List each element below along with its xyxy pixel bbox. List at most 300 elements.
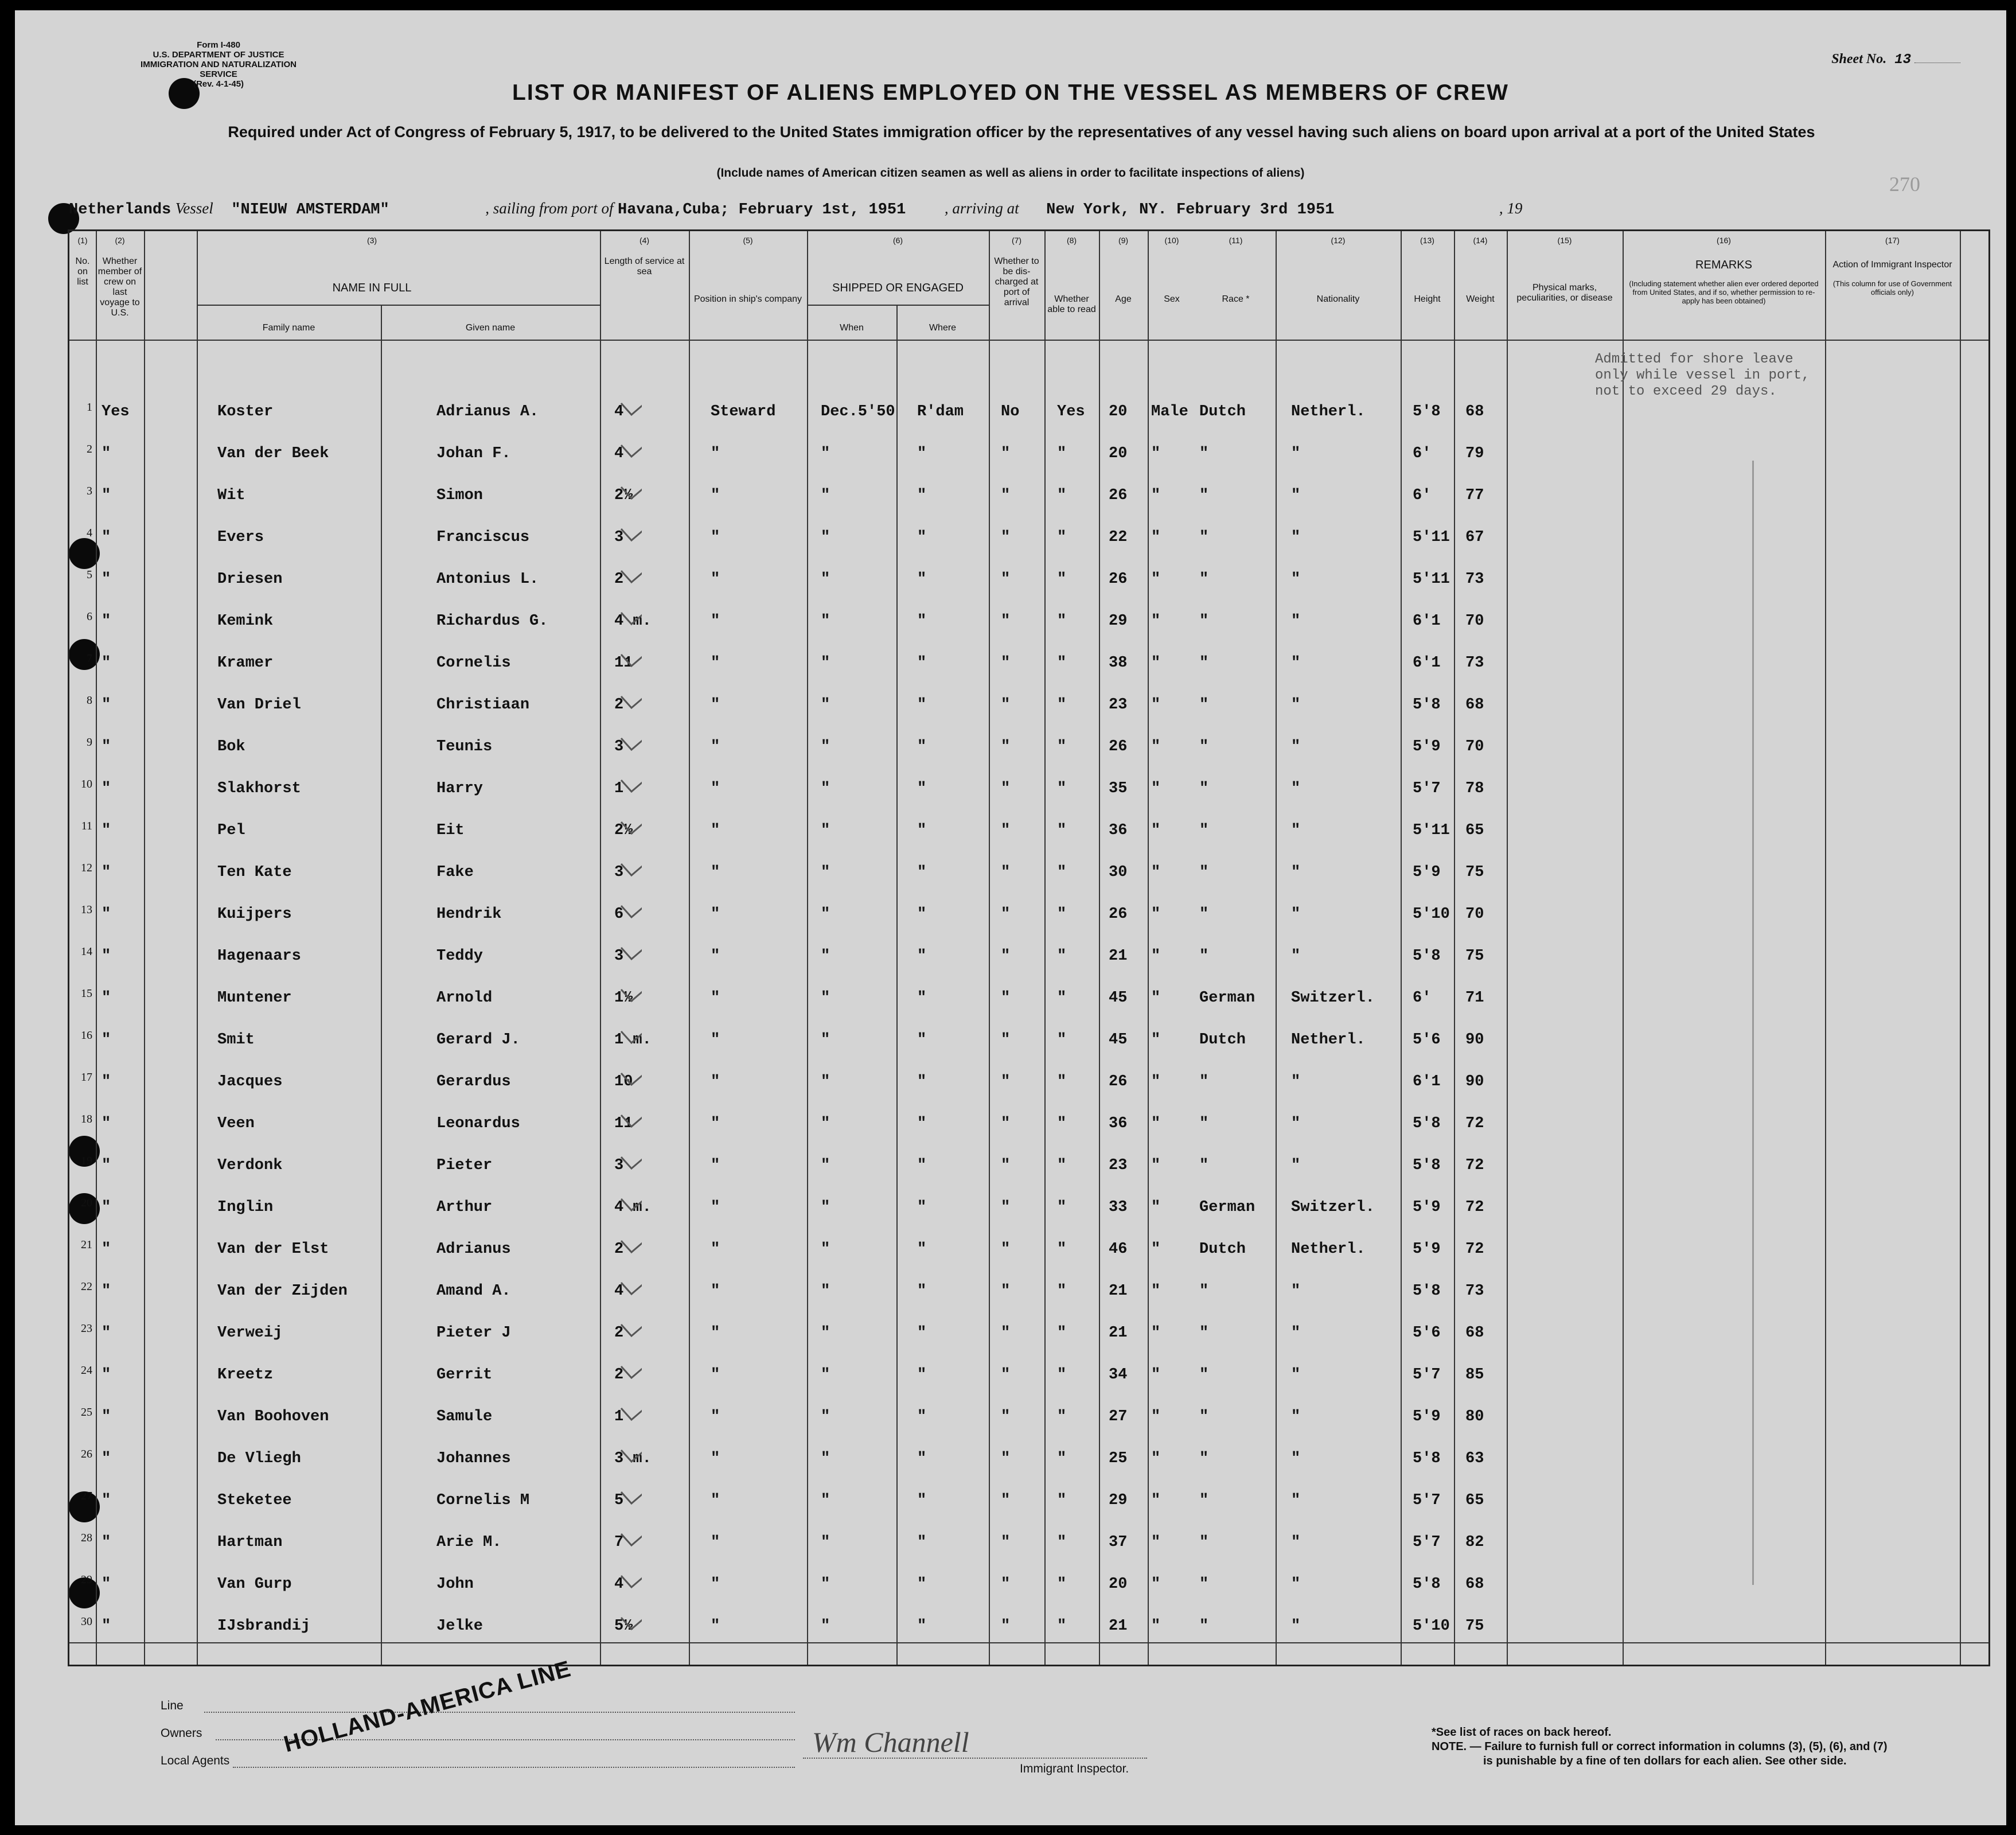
check-mark: [619, 1174, 642, 1214]
cell-crew: ": [102, 1073, 111, 1090]
row-number: 14: [81, 945, 92, 958]
cell-nat: Netherl.: [1291, 1031, 1366, 1049]
cell-weight: 72: [1465, 1199, 1484, 1216]
row-number: 7: [87, 652, 92, 665]
check-mark: [619, 629, 642, 669]
cell-given: Pieter: [436, 1157, 493, 1174]
cell-height: 6': [1413, 445, 1432, 462]
cell-age: 27: [1109, 1408, 1128, 1425]
column-header: Position in ship's company: [693, 294, 802, 304]
column-number: (2): [115, 236, 125, 245]
cell-height: 5'10: [1413, 1618, 1450, 1635]
cell-family: Wit: [217, 487, 245, 504]
row-number: 11: [81, 820, 92, 832]
cell-given: Franciscus: [436, 529, 530, 546]
cell-crew: ": [102, 571, 111, 588]
cell-read: ": [1057, 654, 1067, 672]
cell-crew: ": [102, 696, 111, 714]
row-number: 24: [81, 1364, 92, 1377]
cell-crew: ": [102, 864, 111, 881]
cell-service: 10: [614, 1073, 633, 1090]
cell-crew: ": [102, 1283, 111, 1300]
cell-crew: ": [102, 948, 111, 965]
cell-weight: 67: [1465, 529, 1484, 546]
cell-when: ": [821, 1283, 830, 1300]
cell-weight: 68: [1465, 696, 1484, 714]
cell-service: 2½: [614, 822, 633, 839]
check-mark: [619, 546, 642, 586]
cell-where: ": [917, 1115, 927, 1132]
column-number: (1): [77, 236, 88, 245]
cell-weight: 79: [1465, 445, 1484, 462]
cell-sex: ": [1151, 571, 1161, 588]
cell-race: ": [1199, 738, 1209, 755]
cell-family: Driesen: [217, 571, 283, 588]
cell-given: Harry: [436, 780, 483, 797]
cell-where: ": [917, 864, 927, 881]
cell-read: ": [1057, 571, 1067, 588]
cell-when: ": [821, 1324, 830, 1342]
check-mark: [619, 1592, 642, 1633]
cell-sex: Male: [1151, 403, 1188, 420]
column-header: Action of Immigrant Inspector: [1832, 260, 1952, 270]
cell-when: ": [821, 864, 830, 881]
row-number: 13: [81, 903, 92, 916]
cell-given: Pieter J: [436, 1324, 511, 1342]
column-number: (5): [743, 236, 753, 245]
cell-disch: ": [1001, 654, 1011, 672]
cell-where: ": [917, 445, 927, 462]
cell-nat: Switzerl.: [1291, 1199, 1375, 1216]
cell-given: Johan F.: [436, 445, 511, 462]
cell-given: Fake: [436, 864, 474, 881]
cell-disch: ": [1001, 1576, 1011, 1593]
cell-disch: ": [1001, 822, 1011, 839]
cell-height: 5'9: [1413, 864, 1441, 881]
cell-sex: ": [1151, 906, 1161, 923]
row-number: 26: [81, 1448, 92, 1460]
cell-disch: ": [1001, 529, 1011, 546]
cell-age: 30: [1109, 864, 1128, 881]
cell-race: ": [1199, 487, 1209, 504]
cell-height: 6': [1413, 487, 1432, 504]
cell-race: German: [1199, 1199, 1255, 1216]
cell-sex: ": [1151, 822, 1161, 839]
check-mark: [619, 1090, 642, 1130]
cell-family: De Vliegh: [217, 1450, 301, 1467]
cell-sex: ": [1151, 780, 1161, 797]
cell-nat: ": [1291, 1324, 1301, 1342]
cell-given: Samule: [436, 1408, 493, 1425]
stamped-number: 270: [1889, 173, 1920, 196]
cell-age: 34: [1109, 1366, 1128, 1384]
cell-read: ": [1057, 1450, 1067, 1467]
cell-given: Eit: [436, 822, 465, 839]
cell-when: ": [821, 1115, 830, 1132]
cell-nat: ": [1291, 1618, 1301, 1635]
cell-disch: ": [1001, 1366, 1011, 1384]
cell-read: ": [1057, 1618, 1067, 1635]
check-mark: [619, 504, 642, 544]
cell-sex: ": [1151, 989, 1161, 1007]
check-mark: [619, 1509, 642, 1549]
cell-age: 21: [1109, 948, 1128, 965]
cell-family: Koster: [217, 403, 274, 420]
cell-when: ": [821, 1199, 830, 1216]
cell-position: ": [711, 989, 720, 1007]
cell-race: Dutch: [1199, 1031, 1246, 1049]
cell-race: ": [1199, 1366, 1209, 1384]
cell-sex: ": [1151, 1241, 1161, 1258]
cell-service: 4: [614, 445, 624, 462]
cell-given: Teddy: [436, 948, 483, 965]
column-header: No. on list: [75, 256, 90, 287]
cell-service: 2: [614, 1366, 624, 1384]
cell-where: ": [917, 1283, 927, 1300]
cell-race: ": [1199, 1073, 1209, 1090]
cell-height: 5'9: [1413, 738, 1441, 755]
cell-nat: ": [1291, 1073, 1301, 1090]
cell-read: ": [1057, 822, 1067, 839]
cell-sex: ": [1151, 1115, 1161, 1132]
cell-crew: Yes: [102, 403, 130, 420]
cell-disch: ": [1001, 1031, 1011, 1049]
cell-race: ": [1199, 445, 1209, 462]
cell-family: Van der Elst: [217, 1241, 329, 1258]
cell-race: ": [1199, 571, 1209, 588]
line-label: Line: [161, 1699, 184, 1712]
cell-sex: ": [1151, 1324, 1161, 1342]
cell-disch: ": [1001, 906, 1011, 923]
cell-age: 38: [1109, 654, 1128, 672]
cell-race: ": [1199, 1283, 1209, 1300]
cell-where: ": [917, 1157, 927, 1174]
cell-given: Christiaan: [436, 696, 530, 714]
cell-sex: ": [1151, 1031, 1161, 1049]
cell-race: ": [1199, 654, 1209, 672]
cell-position: Steward: [711, 403, 776, 420]
column-header: Age: [1115, 294, 1132, 304]
cell-nat: ": [1291, 738, 1301, 755]
cell-service: 3 m.: [614, 1450, 652, 1467]
cell-weight: 68: [1465, 1324, 1484, 1342]
cell-crew: ": [102, 613, 111, 630]
column-number: (16): [1717, 236, 1731, 245]
cell-family: Verweij: [217, 1324, 283, 1342]
cell-race: ": [1199, 613, 1209, 630]
cell-family: Veen: [217, 1115, 255, 1132]
cell-read: ": [1057, 1534, 1067, 1551]
cell-disch: ": [1001, 738, 1011, 755]
check-mark: [619, 755, 642, 795]
remarks-stamp: Admitted for shore leave only while vessel in port, not to exceed 29 days.: [1595, 352, 1810, 399]
cell-when: ": [821, 1241, 830, 1258]
cell-sex: ": [1151, 696, 1161, 714]
cell-crew: ": [102, 780, 111, 797]
cell-position: ": [711, 1073, 720, 1090]
cell-where: ": [917, 780, 927, 797]
cell-position: ": [711, 906, 720, 923]
column-header: Height: [1414, 294, 1441, 304]
cell-weight: 90: [1465, 1031, 1484, 1049]
check-mark: [619, 1550, 642, 1591]
vessel-name: "NIEUW AMSTERDAM": [231, 201, 389, 219]
check-mark: [619, 1341, 642, 1381]
cell-height: 5'8: [1413, 1283, 1441, 1300]
sailing-label: , sailing from port of: [485, 200, 614, 217]
company-stamp: HOLLAND-AMERICA LINE: [281, 1656, 574, 1758]
cell-service: 3: [614, 1157, 624, 1174]
cell-weight: 70: [1465, 613, 1484, 630]
cell-position: ": [711, 613, 720, 630]
cell-given: Cornelis M: [436, 1492, 530, 1509]
cell-family: Hartman: [217, 1534, 283, 1551]
cell-position: ": [711, 1366, 720, 1384]
cell-position: ": [711, 1534, 720, 1551]
cell-weight: 72: [1465, 1241, 1484, 1258]
cell-service: 1 m.: [614, 1031, 652, 1049]
cell-service: 1: [614, 1408, 624, 1425]
cell-family: Verdonk: [217, 1157, 283, 1174]
cell-weight: 68: [1465, 403, 1484, 420]
cell-given: Adrianus A.: [436, 403, 539, 420]
cell-age: 29: [1109, 613, 1128, 630]
cell-crew: ": [102, 529, 111, 546]
cell-family: Muntener: [217, 989, 292, 1007]
cell-nat: ": [1291, 1115, 1301, 1132]
cell-family: Hagenaars: [217, 948, 301, 965]
row-number: 28: [81, 1532, 92, 1544]
column-number: (4): [639, 236, 650, 245]
form-identifier: Form I-480 U.S. DEPARTMENT OF JUSTICE IMMIGRATION AND NATURALIZATION SERVICE (Rev. 4-1-45): [141, 40, 297, 89]
cell-race: ": [1199, 1534, 1209, 1551]
cell-sex: ": [1151, 1534, 1161, 1551]
cell-when: Dec.5'50: [821, 403, 895, 420]
cell-position: ": [711, 1408, 720, 1425]
check-mark: [619, 420, 642, 460]
cell-sex: ": [1151, 613, 1161, 630]
cell-read: ": [1057, 864, 1067, 881]
cell-age: 33: [1109, 1199, 1128, 1216]
cell-position: ": [711, 1576, 720, 1593]
cell-position: ": [711, 1450, 720, 1467]
cell-nat: ": [1291, 1157, 1301, 1174]
cell-position: ": [711, 1618, 720, 1635]
cell-nat: ": [1291, 529, 1301, 546]
cell-service: 6: [614, 906, 624, 923]
cell-disch: ": [1001, 1492, 1011, 1509]
cell-weight: 71: [1465, 989, 1484, 1007]
cell-height: 5'8: [1413, 1157, 1441, 1174]
cell-family: Slakhorst: [217, 780, 301, 797]
cell-where: R'dam: [917, 403, 964, 420]
cell-nat: ": [1291, 487, 1301, 504]
cell-sex: ": [1151, 529, 1161, 546]
row-number: 5: [87, 568, 92, 581]
cell-disch: ": [1001, 1408, 1011, 1425]
cell-read: ": [1057, 1366, 1067, 1384]
cell-weight: 75: [1465, 864, 1484, 881]
cell-when: ": [821, 1492, 830, 1509]
cell-when: ": [821, 906, 830, 923]
cell-race: German: [1199, 989, 1255, 1007]
cell-age: 26: [1109, 738, 1128, 755]
cell-disch: ": [1001, 487, 1011, 504]
cell-service: 3: [614, 864, 624, 881]
cell-age: 20: [1109, 1576, 1128, 1593]
cell-when: ": [821, 1031, 830, 1049]
column-number: (7): [1011, 236, 1022, 245]
cell-read: ": [1057, 529, 1067, 546]
column-header: Whether member of crew on last voyage to U.S.: [98, 256, 142, 318]
cell-where: ": [917, 948, 927, 965]
cell-read: ": [1057, 487, 1067, 504]
cell-disch: ": [1001, 1534, 1011, 1551]
cell-where: ": [917, 1618, 927, 1635]
remarks-ditto-line: [1752, 461, 1754, 1585]
cell-family: Pel: [217, 822, 245, 839]
cell-given: Arie M.: [436, 1534, 502, 1551]
cell-crew: ": [102, 822, 111, 839]
cell-where: ": [917, 1199, 927, 1216]
cell-position: ": [711, 1199, 720, 1216]
crew-table: [68, 229, 1990, 1666]
cell-weight: 82: [1465, 1534, 1484, 1551]
cell-position: ": [711, 1157, 720, 1174]
cell-crew: ": [102, 1324, 111, 1342]
cell-nat: ": [1291, 1366, 1301, 1384]
cell-crew: ": [102, 1031, 111, 1049]
cell-disch: ": [1001, 1283, 1011, 1300]
cell-height: 5'9: [1413, 1199, 1441, 1216]
column-header: REMARKS: [1695, 259, 1752, 271]
cell-height: 5'10: [1413, 906, 1450, 923]
row-number: 29: [81, 1573, 92, 1586]
cell-weight: 77: [1465, 487, 1484, 504]
column-number: (12): [1331, 236, 1346, 245]
cell-crew: ": [102, 1534, 111, 1551]
cell-nat: ": [1291, 445, 1301, 462]
cell-when: ": [821, 571, 830, 588]
cell-age: 37: [1109, 1534, 1128, 1551]
cell-nat: ": [1291, 1492, 1301, 1509]
check-mark: [619, 1006, 642, 1046]
row-number: 23: [81, 1322, 92, 1335]
cell-sex: ": [1151, 1492, 1161, 1509]
cell-age: 35: [1109, 780, 1128, 797]
cell-family: Van Driel: [217, 696, 301, 714]
cell-given: Gerardus: [436, 1073, 511, 1090]
cell-race: ": [1199, 948, 1209, 965]
row-number: 1: [87, 401, 92, 414]
cell-read: ": [1057, 780, 1067, 797]
cell-when: ": [821, 1408, 830, 1425]
cell-when: ": [821, 654, 830, 672]
cell-where: ": [917, 738, 927, 755]
cell-position: ": [711, 529, 720, 546]
cell-weight: 85: [1465, 1366, 1484, 1384]
cell-where: ": [917, 1324, 927, 1342]
check-mark: [619, 1257, 642, 1298]
cell-height: 6'1: [1413, 1073, 1441, 1090]
cell-given: Amand A.: [436, 1283, 511, 1300]
cell-age: 26: [1109, 906, 1128, 923]
cell-read: ": [1057, 906, 1067, 923]
cell-height: 5'8: [1413, 948, 1441, 965]
cell-weight: 70: [1465, 738, 1484, 755]
row-number: 21: [81, 1238, 92, 1251]
cell-given: Richardus G.: [436, 613, 548, 630]
cell-given: Antonius L.: [436, 571, 539, 588]
column-header: Nationality: [1316, 294, 1360, 304]
footnote: *See list of races on back hereof. NOTE. — Failure to furnish full or correct information in columns (3), (5), (6), and (7) is punishable by a fine of ten dollars for each alien. See other side.: [1432, 1726, 1888, 1767]
cell-service: 4 m.: [614, 1199, 652, 1216]
cell-when: ": [821, 1534, 830, 1551]
cell-position: ": [711, 571, 720, 588]
cell-when: ": [821, 529, 830, 546]
cell-disch: ": [1001, 1199, 1011, 1216]
cell-family: Bok: [217, 738, 245, 755]
row-number: 17: [81, 1071, 92, 1084]
cell-disch: ": [1001, 780, 1011, 797]
cell-crew: ": [102, 1199, 111, 1216]
cell-given: Arthur: [436, 1199, 493, 1216]
column-number: (11): [1229, 236, 1243, 245]
cell-service: 4 m.: [614, 613, 652, 630]
check-mark: [619, 462, 642, 502]
check-mark: [619, 713, 642, 753]
cell-read: ": [1057, 1031, 1067, 1049]
cell-position: ": [711, 445, 720, 462]
agents-label: Local Agents: [161, 1754, 230, 1767]
check-mark: [619, 1467, 642, 1507]
check-mark: [619, 1383, 642, 1423]
cell-service: 1½: [614, 989, 633, 1007]
cell-height: 6': [1413, 989, 1432, 1007]
cell-disch: ": [1001, 571, 1011, 588]
cell-family: Van der Zijden: [217, 1283, 348, 1300]
arriving-label: , arriving at: [944, 200, 1019, 217]
cell-height: 5'9: [1413, 1241, 1441, 1258]
cell-nat: Netherl.: [1291, 403, 1366, 420]
cell-age: 22: [1109, 529, 1128, 546]
cell-read: ": [1057, 696, 1067, 714]
cell-race: ": [1199, 1618, 1209, 1635]
column-header: NAME IN FULL: [332, 282, 412, 294]
column-header: Physical marks, peculiarities, or disease: [1516, 283, 1613, 303]
cell-position: ": [711, 696, 720, 714]
cell-when: ": [821, 1073, 830, 1090]
cell-read: ": [1057, 1492, 1067, 1509]
cell-age: 26: [1109, 571, 1128, 588]
cell-crew: ": [102, 989, 111, 1007]
row-number: 2: [87, 443, 92, 455]
cell-weight: 73: [1465, 571, 1484, 588]
cell-sex: ": [1151, 1157, 1161, 1174]
sailing-from: Havana,Cuba; February 1st, 1951: [618, 201, 906, 219]
column-number: (9): [1118, 236, 1129, 245]
cell-when: ": [821, 822, 830, 839]
cell-position: ": [711, 948, 720, 965]
cell-service: 4: [614, 1283, 624, 1300]
subheader-given: Given name: [465, 323, 516, 333]
cell-race: Dutch: [1199, 403, 1246, 420]
page-subnote: (Include names of American citizen seamen as well as aliens in order to facilitate inspections of aliens): [716, 166, 1305, 180]
cell-weight: 72: [1465, 1157, 1484, 1174]
cell-nat: ": [1291, 1283, 1301, 1300]
cell-weight: 70: [1465, 906, 1484, 923]
cell-family: Ten Kate: [217, 864, 292, 881]
